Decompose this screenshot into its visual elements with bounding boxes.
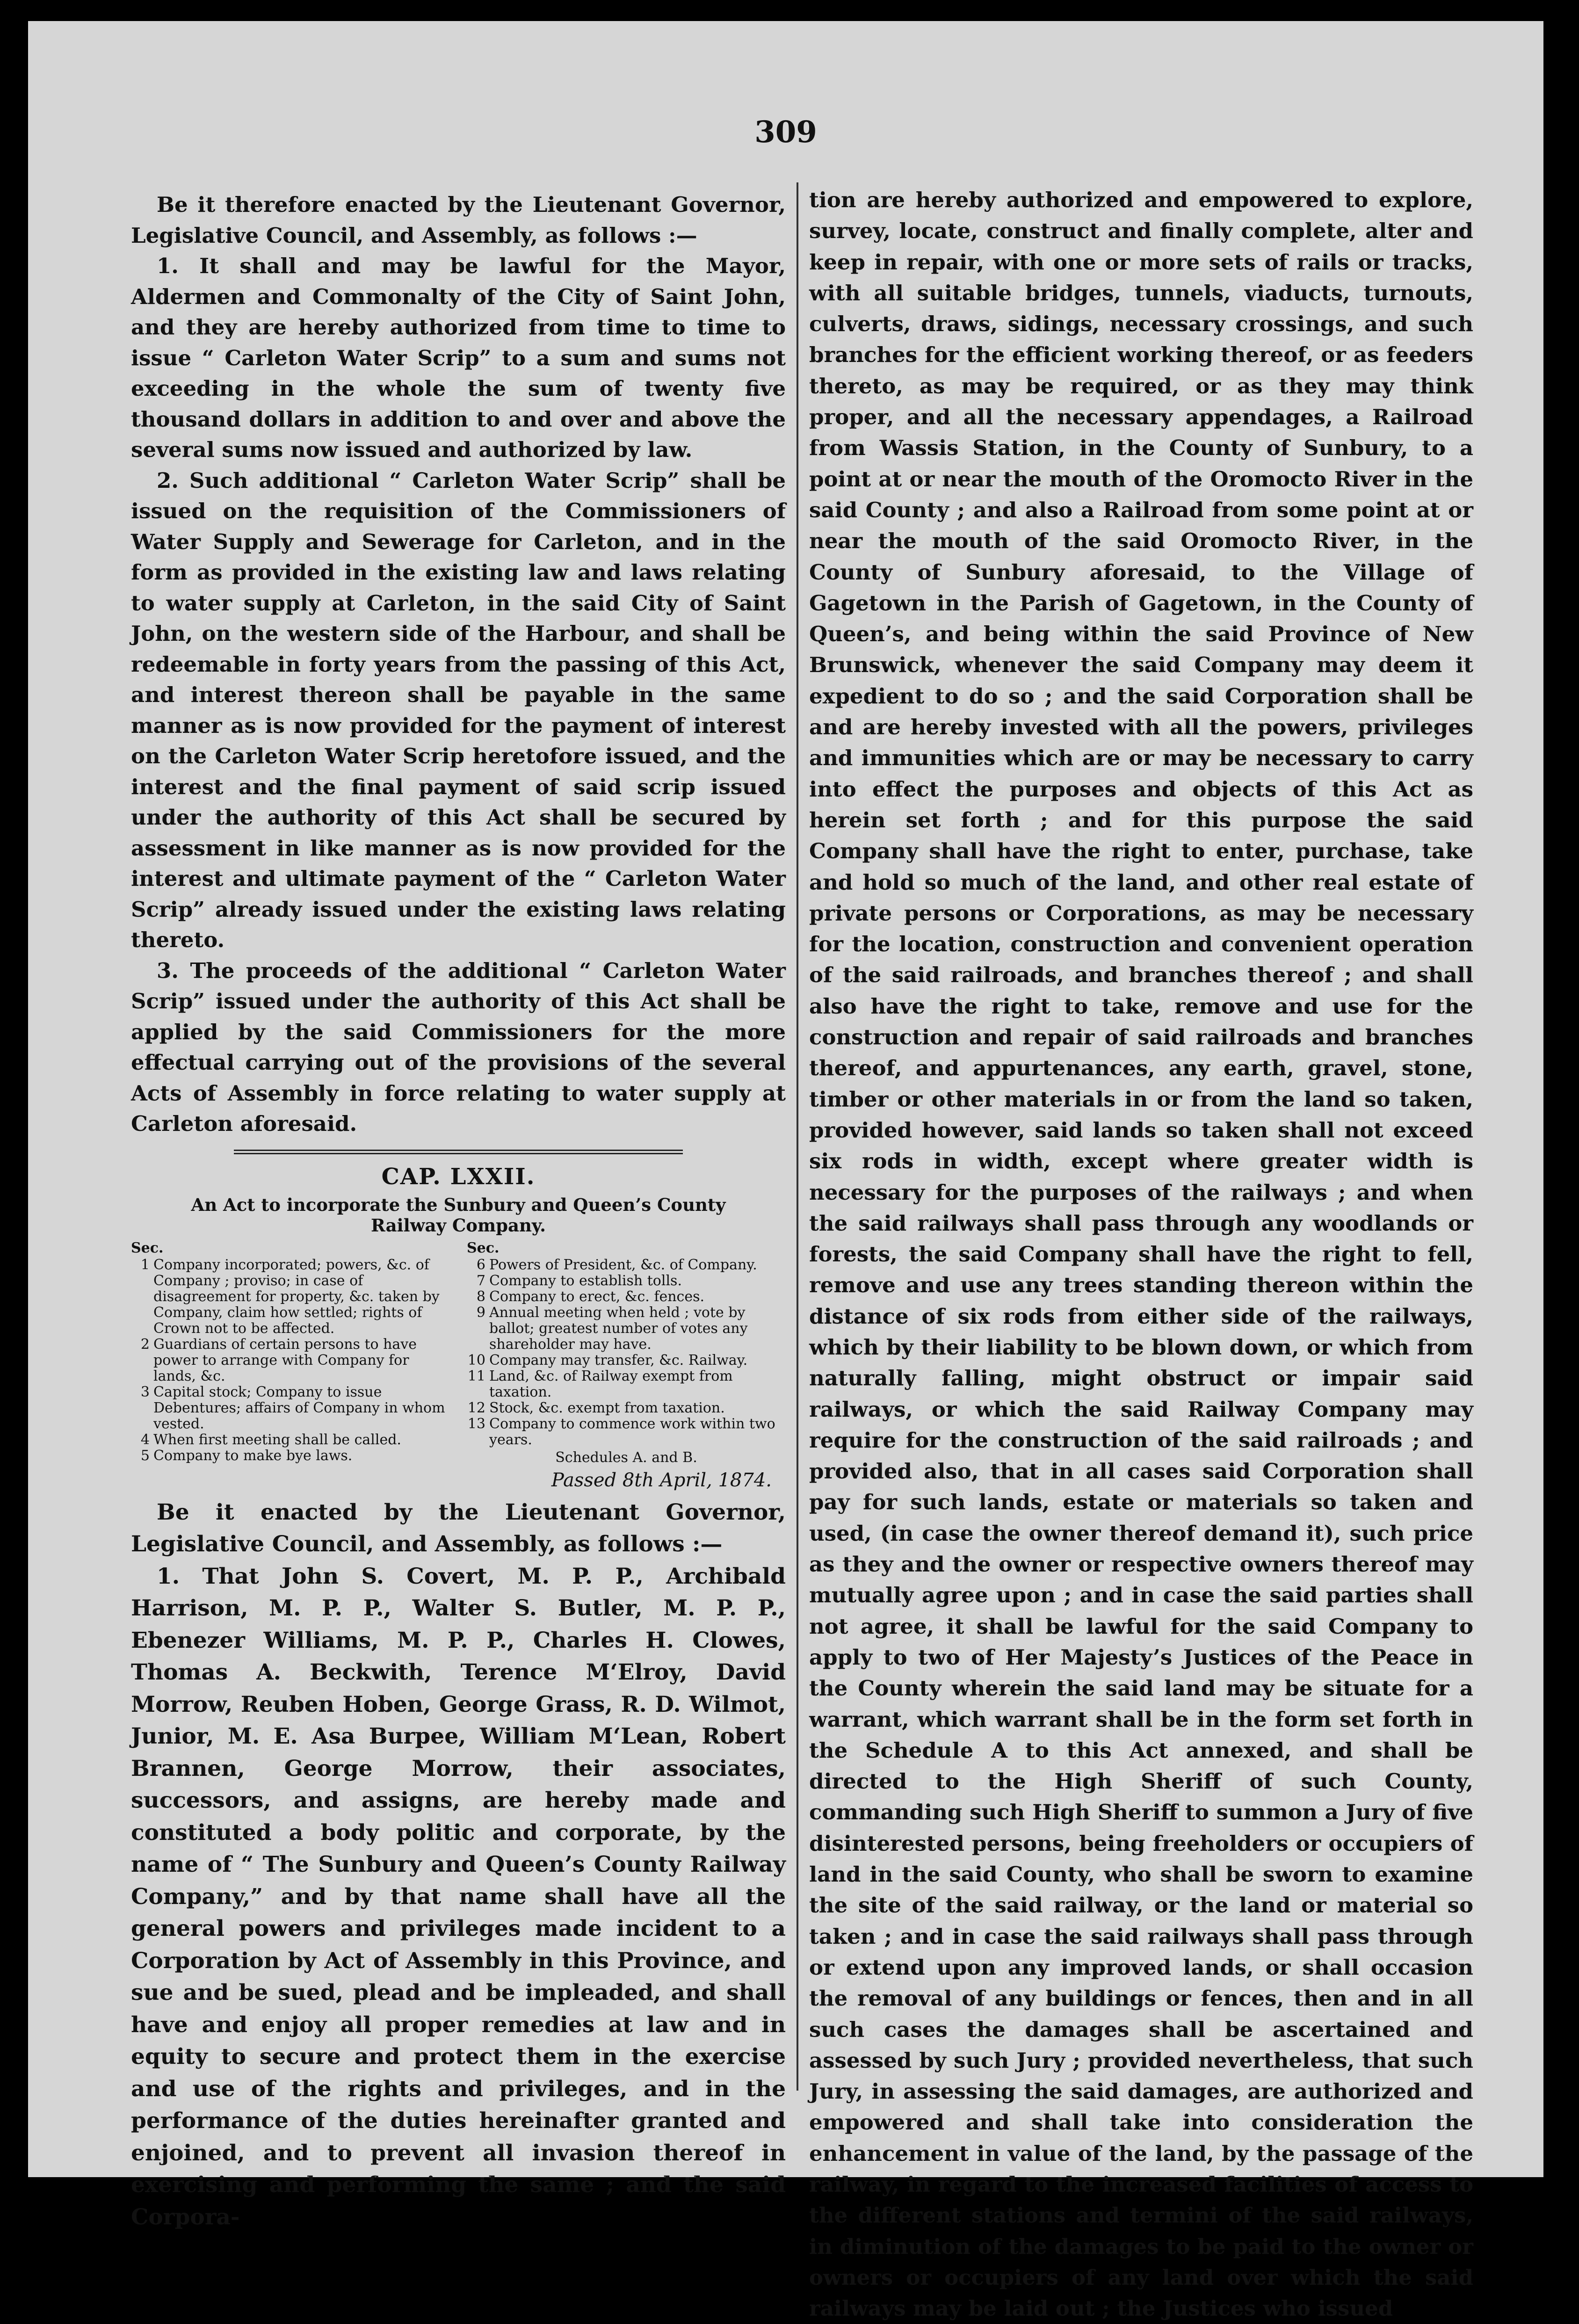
summary-column-left <box>131 1240 458 1466</box>
passed-date: Passed 8th April, 1874. <box>551 1469 772 1491</box>
act-body <box>131 1497 786 2234</box>
summary-item: 11 Land, &c. of Railway exempt from taxation. <box>467 1368 733 1400</box>
page-sheet <box>28 21 1543 2321</box>
right-column <box>809 185 1473 2324</box>
section-1-scrip: 1. It shall and may be lawful for the Mayor, Aldermen and Commonalty of the City of Saint John, and they are hereby authorized from time to time to issue “ Carleton Water Scrip” to a sum and sums not exceeding in the whole the sum of twenty five thousand dollars in addition to and over and above the several sums now issued and authorized by law. <box>131 253 786 462</box>
left-column <box>131 189 786 2233</box>
summary-item: 5 Company to make bye laws. <box>140 1447 353 1464</box>
summary-head: Sec. <box>467 1239 500 1256</box>
page-number: 309 <box>754 115 817 150</box>
enacting-clause-2: Be it enacted by the Lieutenant Governor, Legislative Council, and Assembly, as follows :— <box>131 1499 786 1557</box>
section-2-scrip: 2. Such additional “ Carleton Water Scrip” shall be issued on the requisition of the Commissioners of Water Supply and Sewerage for Carleton, and in the form as provided in the existing law and laws relating to water supply at Carleton, in the said City of Saint John, on the western side of the Harbour, and shall be redeemable in forty years from the passing of this Act, and interest thereon shall be payable in the same manner as is now provided for the payment of interest on the Carleton Water Scrip heretofore issued, and the interest and the final payment of said scrip issued under the authority of this Act shall be secured by assessment in like manner as is now provided for the interest and ultimate payment of the “ Carleton Water Scrip” already issued under the existing laws relating thereto. <box>131 468 786 952</box>
schedules-note: Schedules A. and B. <box>555 1449 697 1466</box>
summary-item: 9 Annual meeting when held ; vote by ballot; greatest number of votes any shareholder may have. <box>476 1304 748 1353</box>
summary-item: 3 Capital stock; Company to issue Debentures; affairs of Company in whom vested. <box>140 1383 445 1432</box>
summary-head: Sec. <box>131 1239 164 1256</box>
summary-item: 4 When first meeting shall be called. <box>140 1431 401 1448</box>
summary-item: 8 Company to erect, &c. fences. <box>476 1288 705 1305</box>
summary-item: 7 Company to establish tolls. <box>476 1272 682 1289</box>
section-3-scrip: 3. The proceeds of the additional “ Carleton Water Scrip” issued under the authority of this Act shall be applied by the said Commissioners for the more effectual carrying out of the provisions of the several Acts of Assembly in force relating to water supply at Carleton aforesaid. <box>131 958 786 1136</box>
summary-item: 6 Powers of President, &c. of Company. <box>476 1256 757 1273</box>
summary-item: 12 Stock, &c. exempt from taxation. <box>467 1399 725 1416</box>
summary-item: 13 Company to commence work within two years. <box>467 1415 775 1448</box>
summary-item: 10 Company may transfer, &c. Railway. <box>467 1352 748 1368</box>
enacting-clause: Be it therefore enacted by the Lieutenant Governor, Legislative Council, and Assembly, as follows :— <box>131 192 786 248</box>
summary-item: 2 Guardians of certain persons to have power to arrange with Company for lands, &c. <box>140 1336 417 1384</box>
column-divider <box>797 182 798 2091</box>
act-title: An Act to incorporate the Sunbury and Queen’s County Railway Company. <box>191 1194 726 1236</box>
act-section-1: 1. That John S. Covert, M. P. P., Archibald Harrison, M. P. P., Walter S. Butler, M. P. P., Ebenezer Williams, M. P. P., Charles H. Clowes, Thomas A. Beckwith, Terence M‘Elroy, David Morrow, Reuben Hoben, George Grass, R. D. Wilmot, Junior, M. E. Asa Burpee, William M‘Lean, Robert Brannen, George Morrow, their associates, successors, and assigns, are hereby made and constituted a body politic and corporate, by the name of “ The Sunbury and Queen’s County Railway Company,” and by that name shall have all the general powers and privileges made incident to a Corporation by Act of Assembly in this Province, and sue and be sued, plead and be impleaded, and shall have and enjoy all proper remedies at law and in equity to secure and protect them in the exercise and use of the rights and privileges, and in the performance of the duties hereinafter granted and enjoined, and to prevent all invasion thereof in exercising and performing the same ; and the said Corpora- <box>131 1563 786 2230</box>
double-rule-divider <box>234 1150 683 1154</box>
section-summary <box>131 1240 786 1466</box>
chapter-heading: CAP. LXXII. <box>381 1163 536 1190</box>
section-1-continued: tion are hereby authorized and empowered to explore, survey, locate, construct and finally complete, alter and keep in repair, with one or more sets of rails or tracks, with all suitable bridges, tunnels, viaducts, turnouts, culverts, draws, sidings, necessary crossings, and such branches for the efficient working thereof, or as feeders thereto, as may be required, or as they may think proper, and all the necessary appendages, a Railroad from Wassis Station, in the County of Sunbury, to a point at or near the mouth of the Oromocto River in the said County ; and also a Railroad from some point at or near the mouth of the said Oromocto River, in the County of Sunbury aforesaid, to the Village of Gagetown in the Parish of Gagetown, in the County of Queen’s, and being within the said Province of New Brunswick, whenever the said Company may deem it expedient to do so ; and the said Corporation shall be and are hereby invested with all the powers, privileges and immunities which are or may be necessary to carry into effect the purposes and objects of this Act as herein set forth ; and for this purpose the said Company shall have the right to enter, purchase, take and hold so much of the land, and other real estate of private persons or Corporations, as may be necessary for the location, construction and convenient operation of the said railroads, and branches thereof ; and shall also have the right to take, remove and use for the construction and repair of said railroads and branches thereof, and appurtenances, any earth, gravel, stone, timber or other materials in or from the land so taken, provided however, said lands so taken shall not exceed six rods in width, except where greater width is necessary for the purposes of the railways ; and when the said railways shall pass through any woodlands or forests, the said Company shall have the right to fell, remove and use any trees standing thereon within the distance of six rods from either side of the railways, which by their liability to be blown down, or which from naturally falling, might obstruct or impair said railways, or which the said Railway Company may require for the construction of the said railroads ; and provided also, that in all cases said Corporation shall pay for such lands, estate or materials so taken and used, (in case the owner thereof demand it), such price as they and the owner or respective owners thereof may mutually agree upon ; and in case the said parties shall not agree, it shall be lawful for the said Company to apply to two of Her Majesty’s Justices of the Peace in the County wherein the said land may be situate for a warrant, which warrant shall be in the form set forth in the Schedule A to this Act annexed, and shall be directed to the High Sheriff of such County, commanding such High Sheriff to summon a Jury of five disinterested persons, being freeholders or occupiers of land in the said County, who shall be sworn to examine the site of the said railway, or the land or material so taken ; and in case the said railways shall pass through or extend upon any improved lands, or shall occasion the removal of any buildings or fences, then and in all such cases the damages shall be ascertained and assessed by such Jury ; provided nevertheless, that such Jury, in assessing the said damages, are authorized and empowered and shall take into consideration the enhancement in value of the land, by the passage of the railway, in regard to the increased facilities of access to the different stations and termini of the said railways, in diminution of the damages to be paid to the owner or owners or occupiers of any land over which the said railways may be laid out ; the Justices who issued <box>809 188 1473 2321</box>
summary-column-right <box>458 1240 786 1466</box>
summary-item: 1 Company incorporated; powers, &c. of Company ; proviso; in case of disagreement for property, &c. taken by Company, claim how settled; rights of Crown not to be affected. <box>140 1256 440 1337</box>
